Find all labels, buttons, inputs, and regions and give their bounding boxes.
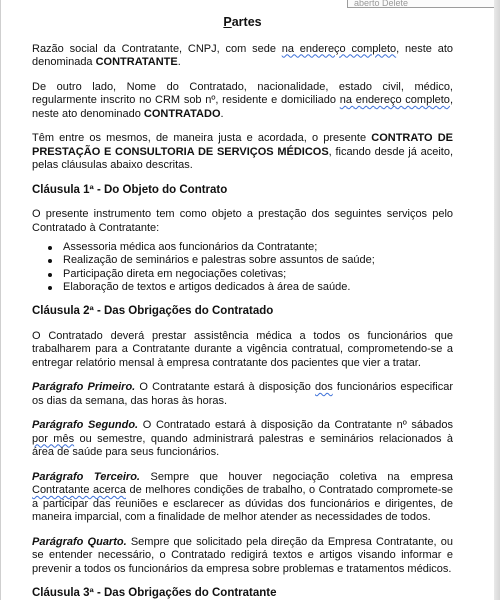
title-first-letter: P [223,15,232,29]
clause-2-heading: Cláusula 2ª - Das Obrigações do Contratado [32,305,274,318]
text-run: Sempre que houver negociação coletiva na empresa [139,470,454,483]
text-run: , neste ato denominada [32,42,453,68]
paragraph-quarto [32,536,453,577]
clause-1-heading: Cláusula 1ª - Do Objeto do Contrato [32,183,228,196]
text-run: , neste ato denominado [32,94,453,120]
text-run: De outro lado, Nome do Contratado, nacionalidade, estado civil, médico, regularmente inscrito no CRM sob nº, residente e domiciliado [32,80,453,106]
text-run: Sempre que solicitado pela direção da Empresa Contratante, ou se entender necessário, o Contratado redigirá textos e artigos visando informar e prevenir a todos os funcionários da empresa sobre problemas e tratamentos médicos. [32,535,453,575]
list-item: Participação direta em negociações coletivas; [32,268,453,281]
text-run: . [177,56,181,68]
paragraph-contratado [32,81,453,122]
document-title [32,16,453,30]
list-item: Assessoria médica aos funcionários da Contratante; [32,241,453,254]
spelling-flag[interactable]: dos [315,381,333,394]
title-rest: artes [231,15,262,29]
comment-balloon[interactable] [347,0,495,8]
paragraph-objeto: O presente instrumento tem como objeto a prestação dos seguintes serviços pelo Contratado à Contratante: [32,208,453,234]
paragraph-label: Parágrafo Segundo. [32,419,139,432]
list-item: Elaboração de textos e artigos dedicados à área de saúde. [32,281,453,294]
paragraph-obrigacoes: O Contratado deverá prestar assistência médica a todos os funcionários que trabalharem para a Contratante durante a vigência contratual, comprometendo-se a entregar relatório mensal à empresa contratante dos pacientes que vier a tratar. [32,329,453,369]
paragraph-acordo [32,132,453,173]
text-run: , ficando desde já aceito, pelas cláusulas abaixo descritas. [32,145,453,171]
text-run: O Contratado estará à disposição da Contratante nº sábados [138,419,453,432]
text-run: . [220,107,224,120]
paragraph-label: Parágrafo Terceiro. [32,470,140,483]
text-run: Têm entre os mesmos, de maneira justa e acordada, o presente [32,132,372,144]
spelling-flag[interactable]: na endereço completo [281,42,397,55]
text-run: O Contratante estará à disposição [135,381,315,394]
bold-term: CONTRATANTE [95,56,178,68]
text-run: ou semestre, quando administrará palestras e seminários relacionados à área de saúde para seus funcionários. [32,432,453,459]
paragraph-primeiro [32,381,453,408]
comment-text: aberto Delete [354,0,409,8]
bold-term: CONTRATADO [143,107,221,120]
text-run: funcionários especificar os dias da semana, das horas às horas. [32,381,453,407]
text-run: de melhores condições de trabalho, o Contratado compromete-se a participar das reuniões e esclarecer as dúvidas dos funcionários e dirigentes, de maneira imparcial, com a finalidade de melhor atender as necessidades de todos. [32,484,453,524]
paragraph-segundo [32,419,453,460]
services-list [32,241,453,294]
spelling-flag[interactable]: por mês [32,432,75,445]
paragraph-label: Parágrafo Primeiro. [32,381,136,394]
paragraph-contratante [32,43,453,70]
text-run: Razão social da Contratante, CNPJ, com sede [32,42,282,55]
spelling-flag[interactable]: na endereço completo [339,94,450,106]
bold-term: CONTRATO DE PRESTAÇÃO E CONSULTORIA DE SERVIÇOS MÉDICOS [32,132,454,158]
document-body [32,16,453,612]
clause-3-heading: Cláusula 3ª - Das Obrigações do Contratante [32,587,277,600]
paragraph-terceiro [32,471,453,525]
page-shadow [494,0,500,600]
list-item: Realização de seminários e palestras sobre assuntos de saúde; [32,254,453,267]
spelling-flag[interactable]: Contratante acerca [32,484,126,497]
paragraph-label: Parágrafo Quarto. [32,535,127,548]
